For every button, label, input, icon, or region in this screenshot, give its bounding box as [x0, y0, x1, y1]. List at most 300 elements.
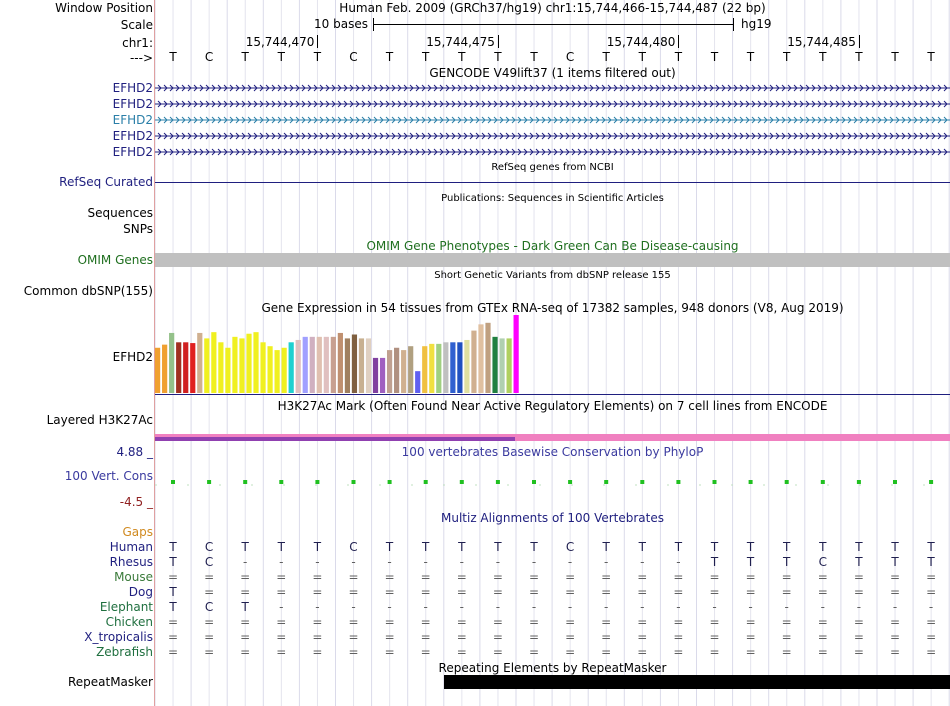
scale-bar [373, 24, 733, 25]
gtex-tissue-bar [176, 342, 181, 393]
multiz-base: = [817, 570, 828, 584]
multiz-base: = [853, 630, 864, 644]
multiz-species-label[interactable]: Human [109, 540, 153, 554]
multiz-base: = [420, 570, 431, 584]
multiz-species-label[interactable]: Elephant [99, 600, 153, 614]
multiz-base: = [637, 570, 648, 584]
multiz-base: - [495, 600, 501, 614]
gtex-label[interactable]: EFHD2 [112, 350, 153, 364]
multiz-base: T [313, 540, 322, 554]
multiz-base: = [853, 570, 864, 584]
multiz-base: = [817, 645, 828, 659]
multiz-base: - [387, 600, 392, 614]
gtex-tissue-bar [478, 324, 483, 393]
multiz-base: = [456, 645, 467, 659]
base-sequence [0, 50, 950, 66]
multiz-base: = [276, 570, 287, 584]
multiz-base: = [167, 615, 179, 629]
multiz-base: T [891, 555, 899, 569]
gtex-tissue-bar [162, 345, 167, 393]
gtex-tissue-bar [296, 340, 301, 393]
multiz-base: = [456, 585, 467, 599]
base-letter: T [638, 50, 646, 64]
base-letter: C [565, 50, 575, 64]
gtex-tissue-bar [387, 350, 392, 393]
cons-title: 100 vertebrates Basewise Conservation by PhyloP [401, 445, 704, 459]
gtex-tissue-bar [429, 344, 434, 393]
multiz-base: = [420, 585, 431, 599]
phylop-mark [929, 480, 933, 484]
multiz-base: = [348, 615, 359, 629]
multiz-base: = [709, 585, 720, 599]
multiz-base: = [420, 615, 431, 629]
multiz-base: = [565, 630, 576, 644]
scale-bases-text: 10 bases [314, 17, 368, 31]
multiz-base: = [348, 570, 359, 584]
gtex-tissue-bar [492, 337, 497, 393]
multiz-base: T [746, 540, 755, 554]
multiz-base: T [891, 540, 899, 554]
gencode-track-label[interactable]: EFHD2 [112, 81, 153, 95]
multiz-base: - [423, 600, 428, 614]
cons-max-label: 4.88 _ [116, 445, 153, 459]
multiz-base: C [204, 600, 214, 614]
phylop-mark [893, 480, 897, 484]
multiz-base: T [458, 540, 466, 554]
multiz-base: = [601, 570, 612, 584]
h3k27ac-label[interactable]: Layered H3K27Ac [46, 413, 153, 427]
gtex-tissue-bar [211, 332, 216, 393]
multiz-base: - [928, 600, 934, 614]
multiz-base: = [926, 615, 937, 629]
multiz-base: = [528, 630, 540, 644]
gtex-tissue-bar [373, 358, 378, 393]
gtex-tissue-bar [338, 333, 343, 393]
multiz-base: = [889, 585, 901, 599]
multiz-base: = [384, 585, 395, 599]
multiz-base: = [926, 645, 937, 659]
base-letter: T [169, 50, 177, 64]
multiz-base: = [384, 570, 395, 584]
base-letter: T [422, 50, 430, 64]
multiz-base: - [676, 555, 681, 569]
base-letter: T [494, 50, 502, 64]
base-letter: T [819, 50, 827, 64]
multiz-base: = [709, 645, 720, 659]
publications-snps-label[interactable]: SNPs [123, 222, 153, 236]
multiz-base: = [673, 570, 684, 584]
gtex-tissue-bar [450, 342, 455, 393]
multiz-species-label[interactable]: Dog [128, 585, 153, 599]
multiz-base: - [315, 600, 320, 614]
gencode-tracks[interactable] [155, 80, 950, 160]
base-letter: T [746, 50, 755, 64]
multiz-base: = [384, 615, 395, 629]
multiz-base: = [781, 645, 792, 659]
multiz-base: - [748, 600, 753, 614]
gtex-tissue-bar [499, 338, 504, 393]
phylop-mark [857, 480, 861, 484]
dbsnp-title: Short Genetic Variants from dbSNP release 155 [434, 270, 671, 281]
multiz-base: = [817, 585, 828, 599]
multiz-base: = [492, 615, 503, 629]
multiz-base: = [781, 570, 792, 584]
multiz-base: = [456, 630, 467, 644]
gtex-tissue-bar [345, 338, 350, 393]
base-letter: T [927, 50, 935, 64]
base-letter: T [458, 50, 466, 64]
multiz-base: = [167, 630, 179, 644]
phylop-mark [496, 480, 500, 484]
gtex-tissue-bar [401, 350, 406, 393]
scale-label: Scale [120, 18, 153, 32]
gtex-tissue-bar [514, 315, 519, 393]
base-letter: T [385, 50, 394, 64]
multiz-base: T [169, 540, 177, 554]
multiz-base: = [456, 615, 467, 629]
gtex-tissue-bar [246, 334, 251, 393]
multiz-base: C [349, 540, 358, 554]
multiz-base: = [276, 645, 287, 659]
gtex-tissue-bar [197, 333, 202, 393]
gencode-title: GENCODE V49lift37 (1 items filtered out) [429, 66, 676, 80]
gtex-tissue-bar [457, 342, 462, 393]
multiz-base: = [926, 570, 937, 584]
phylop-mark [352, 480, 356, 484]
multiz-base: - [423, 555, 428, 569]
multiz-base: - [676, 600, 681, 614]
h3k27ac-signal-pink-right [515, 437, 950, 441]
multiz-base: = [240, 630, 251, 644]
gencode-track-label[interactable]: EFHD2 [112, 145, 153, 159]
chrom-position-ruler [0, 35, 950, 51]
multiz-base: T [783, 555, 791, 569]
multiz-base: = [745, 585, 756, 599]
multiz-base: C [204, 540, 214, 554]
multiz-base: = [673, 630, 684, 644]
chrom-label: chr1: [122, 36, 153, 50]
multiz-base: = [276, 630, 287, 644]
multiz-base: = [817, 630, 828, 644]
gtex-tissue-bar [507, 338, 512, 393]
omim-title: OMIM Gene Phenotypes - Dark Green Can Be Disease-causing [366, 239, 739, 253]
h3k27ac-title: H3K27Ac Mark (Often Found Near Active Regulatory Elements) on 7 cell lines from ENCODE [277, 399, 828, 413]
base-letter: C [349, 50, 358, 64]
gtex-tissue-bar [464, 340, 469, 393]
phylop-mark [640, 480, 644, 484]
multiz-base: = [312, 585, 323, 599]
multiz-base: = [240, 615, 251, 629]
multiz-base: = [673, 645, 684, 659]
multiz-base: = [240, 645, 251, 659]
multiz-base: = [781, 585, 792, 599]
multiz-base: = [709, 615, 720, 629]
gtex-tissue-bar [183, 342, 188, 393]
multiz-base: = [926, 630, 937, 644]
multiz-base: = [204, 630, 215, 644]
multiz-base: = [853, 585, 864, 599]
phylop-mark [460, 480, 464, 484]
multiz-base: - [604, 600, 609, 614]
gtex-tissue-bar [155, 348, 160, 393]
multiz-base: - [243, 555, 248, 569]
multiz-base: T [746, 555, 755, 569]
gencode-track-label[interactable]: EFHD2 [112, 113, 153, 127]
multiz-base: T [169, 600, 177, 614]
multiz-base: = [601, 630, 612, 644]
gtex-tissue-bar [471, 331, 476, 393]
multiz-base: = [492, 630, 503, 644]
gtex-tissue-bar [436, 344, 441, 393]
multiz-base: T [494, 540, 502, 554]
gtex-tissue-bar [232, 337, 237, 393]
multiz-base: - [531, 600, 537, 614]
gtex-tissue-bar [331, 337, 336, 393]
phylop-mark [171, 480, 175, 484]
multiz-base: = [781, 615, 792, 629]
multiz-species-label[interactable]: X_tropicalis [84, 630, 153, 644]
multiz-base: - [820, 600, 825, 614]
multiz-base: = [348, 630, 359, 644]
omim-label[interactable]: OMIM Genes [77, 253, 153, 267]
base-letter: T [674, 50, 683, 64]
multiz-base: = [817, 615, 828, 629]
multiz-base: T [710, 555, 719, 569]
gtex-tissue-bar [218, 342, 223, 393]
gtex-tissue-bar [415, 371, 420, 393]
multiz-base: = [853, 645, 864, 659]
multiz-base: - [315, 555, 320, 569]
multiz-base: = [528, 570, 540, 584]
base-letter: T [241, 50, 249, 64]
multiz-base: = [601, 645, 612, 659]
dbsnp-label[interactable]: Common dbSNP(155) [23, 284, 153, 298]
multiz-base: = [348, 645, 359, 659]
multiz-base: C [565, 540, 575, 554]
multiz-base: T [927, 540, 935, 554]
multiz-base: = [312, 645, 323, 659]
multiz-base: = [565, 585, 576, 599]
gtex-tissue-bar [239, 338, 244, 393]
multiz-species-label[interactable]: Mouse [114, 570, 153, 584]
multiz-base: - [351, 600, 356, 614]
cons-min-label: -4.5 _ [119, 495, 153, 509]
multiz-base: T [277, 540, 285, 554]
multiz-base: = [492, 585, 503, 599]
multiz-base: T [602, 540, 610, 554]
multiz-base: = [709, 570, 720, 584]
phylop-conservation-track[interactable] [155, 472, 950, 506]
multiz-base: = [312, 630, 323, 644]
base-letter: C [204, 50, 214, 64]
phylop-mark [388, 480, 392, 484]
gtex-bar-chart[interactable] [155, 315, 950, 395]
phylop-mark [207, 480, 211, 484]
multiz-base: = [745, 630, 756, 644]
multiz-base: T [855, 555, 863, 569]
multiz-base: T [241, 540, 249, 554]
multiz-base: = [276, 615, 287, 629]
phylop-mark [568, 480, 572, 484]
gtex-tissue-bar [260, 342, 265, 393]
chrom-position-tick: 15,744,470 [245, 35, 315, 49]
phylop-mark [785, 480, 789, 484]
refseq-label[interactable]: RefSeq Curated [59, 175, 153, 189]
gtex-tissue-bar [190, 343, 195, 393]
multiz-base: = [781, 630, 792, 644]
window-position-label: Window Position [55, 1, 153, 15]
multiz-base: = [492, 645, 503, 659]
multiz-base: T [710, 540, 719, 554]
multiz-base: T [819, 540, 827, 554]
gtex-title: Gene Expression in 54 tissues from GTEx RNA-seq of 17382 samples, 948 donors (V8, Aug 2019) [261, 301, 844, 315]
base-letter: T [891, 50, 899, 64]
publications-sequences-label[interactable]: Sequences [87, 206, 153, 220]
omim-feature-bar[interactable] [155, 253, 950, 267]
multiz-base: C [204, 555, 214, 569]
base-letter: T [710, 50, 719, 64]
multiz-base: - [784, 600, 789, 614]
multiz-base: = [853, 615, 864, 629]
refseq-line [155, 182, 950, 183]
chrom-position-tick: 15,744,480 [606, 35, 676, 49]
base-letter: T [855, 50, 863, 64]
multiz-base: T [783, 540, 791, 554]
multiz-base: - [279, 555, 284, 569]
phylop-mark [532, 480, 536, 484]
multiz-base: = [601, 615, 612, 629]
multiz-base: - [892, 600, 898, 614]
multiz-base: = [348, 585, 359, 599]
multiz-base: = [204, 570, 215, 584]
multiz-base: - [459, 600, 464, 614]
phylop-mark [676, 480, 680, 484]
multiz-base: = [528, 645, 540, 659]
multiz-base: - [387, 555, 392, 569]
multiz-species-label[interactable]: Rhesus [109, 555, 153, 569]
cons-label[interactable]: 100 Vert. Cons [64, 469, 153, 483]
multiz-base: = [889, 615, 901, 629]
multiz-base: - [459, 555, 464, 569]
gtex-tissue-bar [275, 350, 280, 393]
multiz-base: = [420, 645, 431, 659]
base-letter: T [783, 50, 791, 64]
multiz-base: = [384, 630, 395, 644]
gtex-tissue-bar [485, 323, 490, 393]
multiz-base: = [240, 585, 251, 599]
gtex-tissue-bar [359, 338, 364, 393]
multiz-base: = [637, 615, 648, 629]
multiz-base: - [604, 555, 609, 569]
phylop-mark [243, 480, 247, 484]
base-letter: T [277, 50, 285, 64]
multiz-base: = [492, 570, 503, 584]
gtex-tissue-bar [324, 337, 329, 393]
scale-assembly-text: hg19 [741, 17, 772, 31]
base-letter: T [602, 50, 610, 64]
multiz-species-label[interactable]: Zebrafish [96, 645, 153, 659]
multiz-title: Multiz Alignments of 100 Vertebrates [440, 511, 665, 525]
gtex-tissue-bar [317, 337, 322, 393]
gtex-tissue-bar [443, 342, 448, 393]
gtex-tissue-bar [380, 358, 385, 393]
multiz-base: = [240, 570, 251, 584]
multiz-base: = [926, 585, 937, 599]
multiz-base: = [637, 645, 648, 659]
repeatmasker-element[interactable] [444, 675, 950, 689]
multiz-base: = [276, 585, 287, 599]
phylop-mark [713, 480, 717, 484]
multiz-base: - [567, 600, 573, 614]
multiz-base: = [745, 570, 756, 584]
multiz-base: = [889, 570, 901, 584]
gaps-label[interactable]: Gaps [122, 525, 153, 539]
assembly-position-text: Human Feb. 2009 (GRCh37/hg19) chr1:15,744,466-15,744,487 (22 bp) [339, 1, 766, 15]
multiz-base: = [889, 645, 901, 659]
gtex-tissue-bar [267, 346, 272, 393]
multiz-base: = [204, 615, 215, 629]
gtex-tissue-bar [282, 348, 287, 393]
multiz-base: = [528, 585, 540, 599]
multiz-base: T [385, 540, 394, 554]
phylop-mark [604, 480, 608, 484]
repeatmasker-label[interactable]: RepeatMasker [67, 675, 153, 689]
multiz-base: = [673, 615, 684, 629]
gtex-tissue-bar [289, 342, 294, 393]
multiz-base: T [638, 540, 646, 554]
multiz-base: - [351, 555, 356, 569]
multiz-base: = [167, 570, 179, 584]
phylop-mark [424, 480, 428, 484]
multiz-base: = [565, 645, 576, 659]
multiz-base: T [674, 540, 683, 554]
multiz-base: T [169, 585, 177, 599]
gtex-tissue-bar [352, 335, 357, 394]
gencode-track-label[interactable]: EFHD2 [112, 97, 153, 111]
multiz-base: = [565, 570, 576, 584]
gtex-tissue-bar [204, 338, 209, 393]
multiz-species-label[interactable]: Chicken [105, 615, 153, 629]
multiz-base: - [640, 555, 645, 569]
multiz-base: = [312, 570, 323, 584]
gencode-track-label[interactable]: EFHD2 [112, 129, 153, 143]
multiz-base: = [889, 630, 901, 644]
multiz-base: = [420, 630, 431, 644]
multiz-base: - [495, 555, 501, 569]
multiz-base: - [279, 600, 284, 614]
multiz-base: = [601, 585, 612, 599]
multiz-base: = [637, 585, 648, 599]
multiz-base: - [567, 555, 573, 569]
gtex-tissue-bar [408, 346, 413, 393]
gtex-tissue-bar [394, 348, 399, 393]
strand-label: ---> [129, 51, 153, 65]
multiz-base: T [169, 555, 177, 569]
multiz-base: = [456, 570, 467, 584]
gtex-tissue-bar [303, 337, 308, 393]
phylop-mark [279, 480, 283, 484]
refseq-title: RefSeq genes from NCBI [491, 162, 614, 173]
multiz-base: - [531, 555, 537, 569]
multiz-base: = [204, 645, 215, 659]
multiz-base: - [712, 600, 717, 614]
multiz-base: - [856, 600, 862, 614]
multiz-base: T [855, 540, 863, 554]
multiz-base: C [818, 555, 827, 569]
gtex-tissue-bar [366, 338, 371, 393]
multiz-base: = [528, 615, 540, 629]
multiz-base: = [637, 630, 648, 644]
